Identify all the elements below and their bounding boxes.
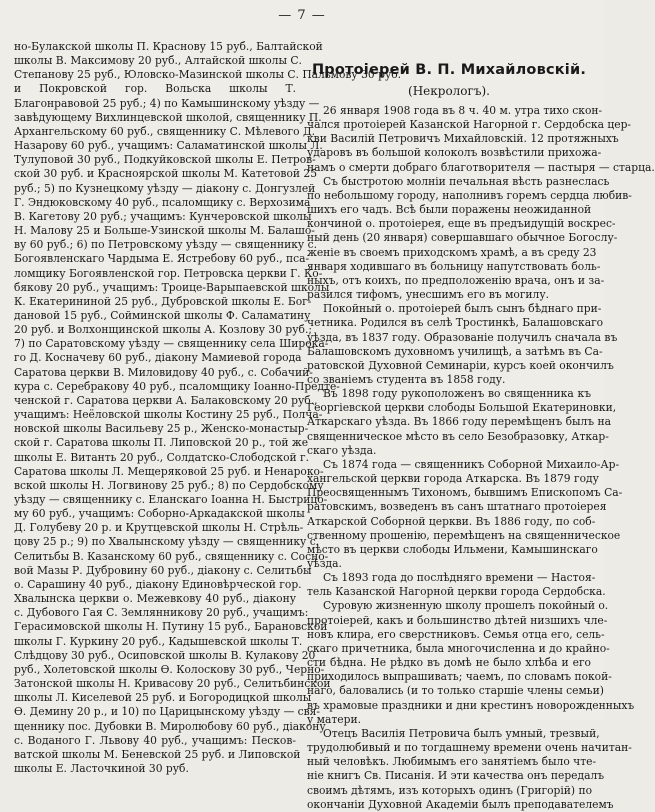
- obituary-line: ный день (20 января) совершавшаго обычное Богослу-: [307, 231, 618, 245]
- obituary-line: чался протоіерей Казанской Нагорной г. Сердобска цер-: [307, 118, 632, 132]
- obituary-line: у матери.: [307, 712, 361, 726]
- obituary-line: ніе книгъ Св. Писанія. И эти качества онъ передалъ: [307, 769, 605, 783]
- obituary-line: протоіерей, какъ и большинство дѣтей низшихъ чле-: [307, 613, 608, 627]
- obituary-line: Съ 1874 года — священникъ Соборной Михаило-Ар-: [323, 457, 620, 471]
- obituary-line: Съ 1893 года до послѣдняго времени — Настоя-: [323, 571, 596, 585]
- obituary-line: хангельской церкви города Аткарска. Въ 1879 году: [307, 472, 599, 486]
- left-column-line: Архангельскому 60 руб., священнику С. Мѣлевого Д.: [14, 124, 316, 138]
- left-column-line: ватской школы М. Беневской 25 руб. и Липовской: [14, 747, 301, 761]
- obituary-line: приходилось выпрашивать; чаемъ, по словамъ покой-: [307, 670, 612, 684]
- obituary-line: скаго уѣзда.: [307, 443, 377, 457]
- left-column-line: Саратова церкви В. Миловидову 40 руб., с. Собачий-: [14, 365, 313, 379]
- left-column-line: о. Сарашину 40 руб., діакону Единовѣрческой гор.: [14, 577, 302, 591]
- left-column-line: с. Воданого Г. Львову 40 руб., учащимъ: Песков-: [14, 733, 296, 747]
- obituary-line: ственному прошенію, перемѣщенъ на священническое: [307, 528, 621, 542]
- left-column-line: кура с. Серебракову 40 руб., псаломщику Іоанно-Предте-: [14, 379, 340, 393]
- obituary-subtitle: (Некрологъ).: [408, 84, 490, 98]
- left-column-line: и Покровской гор. Вольска школы Т.: [14, 82, 296, 96]
- obituary-line: ный человѣкъ. Любимымъ его занятіемъ было чте-: [307, 755, 597, 769]
- left-column-line: вой Мазы Р. Дубровину 60 руб., діакону с. Селитьбы: [14, 563, 312, 577]
- obituary-line: Аткарскаго уѣзда. Въ 1866 году перемѣщенъ былъ на: [307, 415, 611, 429]
- left-column-line: учащимъ: Неёловской школы Костину 25 руб., Полча-: [14, 408, 323, 422]
- left-column-line: Н. Малову 25 и Больше-Узинской школы М. Балашо-: [14, 224, 315, 238]
- obituary-line: Преосвященнымъ Тихономъ, бывшимъ Епископомъ Са-: [307, 486, 623, 500]
- obituary-line: Отецъ Василія Петровича былъ умный, трезвый,: [323, 726, 600, 740]
- obituary-line: по небольшому городу, наполнивъ горемъ сердца любив-: [307, 188, 632, 202]
- left-column-line: руб.; 5) по Кузнецкому уѣзду — діакону с. Донгузлей: [14, 181, 316, 195]
- obituary-line: Покойный о. протоіерей былъ сынъ бѣднаго при-: [323, 302, 602, 316]
- obituary-line: кви Василій Петровичъ Михайловскій. 12 протяжныхъ: [307, 132, 619, 146]
- obituary-line: въ храмовые праздники и дни крестинъ новорожденныхъ: [307, 698, 635, 712]
- obituary-line: наго, баловались (и то только старшіе члены семьи): [307, 684, 604, 698]
- left-column-line: руб., Холетовской школы Ѳ. Колоскову 30 руб., Черно-: [14, 662, 325, 676]
- obituary-line: мѣсто въ церкви слободы Ильмени, Камышинскаго: [307, 542, 598, 556]
- obituary-line: 26 января 1908 года въ 8 ч. 40 м. утра тихо скон-: [323, 104, 603, 117]
- left-column-line: ской г. Саратова школы П. Липовской 20 р., той же: [14, 436, 309, 450]
- obituary-line: своимъ дѣтямъ, изъ которыхъ одинъ (Григорій) по: [307, 783, 593, 797]
- obituary-line: новъ клира, его сверстниковъ. Семья отца его, сель-: [307, 627, 605, 641]
- left-column-line: но-Булакской школы П. Краснову 15 руб., Балтайской: [14, 40, 323, 53]
- left-column-line: Слѣдцову 30 руб., Осиповской школы В. Кулакову 20: [14, 648, 316, 662]
- left-column-line: бякову 20 руб., учащимъ: Троице-Варыпаевской школы: [14, 280, 330, 294]
- left-column-line: Селитьбы В. Казанскому 60 руб., священнику с. Сосно-: [14, 549, 329, 563]
- obituary-line: трудолюбивый и по тогдашнему времени очень начитан-: [307, 741, 632, 755]
- left-column-line: вской школы Н. Логвинову 25 руб.; 8) по Сердобскому: [14, 478, 324, 492]
- obituary-line: намъ о смерти добраго благотворителя — пастыря — старца.: [307, 160, 655, 174]
- left-column-line: школы Г. Куркину 20 руб., Кадышевской школы Т.: [14, 634, 303, 648]
- obituary-line: разился тифомъ, унесшимъ его въ могилу.: [307, 288, 550, 302]
- obituary-line: со званіемъ студента въ 1858 году.: [307, 372, 506, 386]
- left-column-line: завѣдующему Вихлинцевской школой, священнику П.: [14, 110, 322, 124]
- left-column-line: школы Е. Витанть 20 руб., Солдатско-Слободской г.: [14, 450, 310, 464]
- left-column-line: цову 25 р.; 9) по Хвалынскому уѣзду — священнику с.: [14, 535, 320, 549]
- left-column-line: новской школы Васильеву 25 р., Женско-монастыр-: [14, 422, 309, 436]
- obituary-line: Георгіевской церкви слободы Большой Екатериновки,: [307, 401, 617, 415]
- obituary-line: Съ быстротою молніи печальная вѣсть разнеслась: [323, 174, 610, 188]
- obituary-line: Суровую жизненную школу прошелъ покойный о.: [323, 599, 609, 613]
- left-column-line: Назарову 60 руб., учащимъ: Саламатинской школы Л.: [14, 139, 323, 153]
- left-column-line: Хвалынска церкви о. Межевкову 40 руб., діакону: [14, 592, 296, 606]
- obituary-line: Балашовскомъ духовномъ училищѣ, а затѣмъ въ Са-: [307, 344, 603, 358]
- left-column-line: го Д. Косначеву 60 руб., діакону Мамиевой города: [14, 351, 302, 365]
- left-column-line: уѣзду — священнику с. Еланскаго Іоанна Н. Быстрицо-: [14, 493, 328, 506]
- obituary-line: Въ 1898 году рукоположенъ во священника къ: [323, 387, 591, 401]
- obituary-line: ратовскимъ, возведенъ въ санъ штатнаго протоіерея: [307, 500, 607, 514]
- obituary-line: уѣзда, въ 1837 году. Образованіе получилъ сначала въ: [307, 330, 618, 344]
- left-column-line: школы В. Максимову 20 руб., Алтайской школы С.: [14, 54, 302, 68]
- right-column: [307, 104, 655, 811]
- left-column-line: Г. Эндюковскому 40 руб., псаломщику с. Верхозима: [14, 195, 311, 209]
- obituary-line: скаго причетника, была многочисленна и до крайно-: [307, 641, 610, 655]
- left-column-line: Саратова школы Л. Мещеряковой 25 руб. и Ненароко-: [14, 464, 324, 478]
- left-column-line: школы Л. Киселевой 25 руб. и Богородицкой школы: [14, 691, 312, 705]
- left-column-line: ской 30 руб. и Красноярской школы М. Катетовой 25: [14, 167, 318, 181]
- left-column-line: ченской г. Саратова церкви А. Балаковскому 20 руб.,: [14, 393, 318, 407]
- obituary-line: ударовъ въ большой колоколъ возвѣстили прихожа-: [307, 146, 602, 160]
- left-column-line: Д. Голубеву 20 р. и Крутцевской школы Н. Стрѣль-: [14, 521, 304, 535]
- left-column-line: школы Е. Ласточкиной 30 руб.: [14, 761, 189, 775]
- left-column-line: Степанову 25 руб., Юловско-Мазинской школы С. Пальмову 30 руб.: [14, 68, 402, 82]
- obituary-line: священническое мѣсто въ село Безобразовку, Аткар-: [307, 429, 609, 443]
- obituary-line: женіе въ своемъ приходскомъ храмѣ, а въ среду 23: [307, 245, 597, 259]
- left-column-line: щеннику пос. Дубовки В. Миролюбову 60 руб., діакону: [14, 719, 326, 733]
- left-column-line: с. Дубового Гая С. Землянникову 20 руб., учащимъ:: [14, 606, 309, 620]
- obituary-line: тель Казанской Нагорной церкви города Сердобска.: [307, 585, 606, 599]
- left-column-line: 7) по Саратовскому уѣзду — священнику села Широка-: [14, 337, 329, 351]
- left-column-line: Ѳ. Демину 20 р., и 10) по Царицынскому уѣзду — свя-: [14, 705, 321, 719]
- obituary-line: окончаніи Духовной Академіи былъ преподавателемъ: [307, 797, 614, 811]
- obituary-line: сти бѣдна. Не рѣдко въ домѣ не было хлѣба и его: [307, 656, 591, 670]
- obituary-line: Аткарской Соборной церкви. Въ 1886 году, по соб-: [307, 514, 596, 528]
- page-number: — 7 —: [278, 8, 326, 23]
- obituary-line: шихъ его чадъ. Всѣ были поражены неожиданной: [307, 203, 592, 217]
- obituary-line: января ходившаго въ больницу напутствовать боль-: [307, 259, 601, 273]
- left-column-line: Затонской школы Н. Кривасову 20 руб., Селитьбинской: [14, 677, 331, 691]
- obituary-line: ныхъ, отъ коихъ, по предположенію врача, онъ и за-: [307, 273, 605, 287]
- left-column-line: ломщику Богоявленской гор. Петровска церкви Г. Ко-: [14, 266, 323, 280]
- obituary-line: четника. Родился въ селѣ Тростинкѣ, Балашовскаго: [307, 316, 604, 330]
- left-column-line: Богоявленскаго Чардыма Е. Ястребову 60 руб., пса-: [14, 252, 310, 266]
- left-column-line: Герасимовской школы Н. Путину 15 руб., Барановской: [14, 620, 328, 634]
- left-column-line: му 60 руб., учащимъ: Соборно-Аркадакской школы: [14, 507, 305, 521]
- left-column-line: дановой 15 руб., Сойминской школы Ф. Саламатину: [14, 308, 311, 322]
- left-column-line: Благонравовой 25 руб.; 4) по Камышинскому уѣзду —: [14, 96, 320, 110]
- obituary-title: Протоіерей В. П. Михайловскій.: [311, 62, 587, 78]
- left-column-line: 20 руб. и Волхонщинской школы А. Козлову 30 руб.;: [14, 323, 312, 337]
- left-column-line: К. Екатерининой 25 руб., Дубровской школы Е. Бог-: [14, 294, 312, 308]
- obituary-line: уѣзда.: [307, 557, 342, 570]
- left-column-line: В. Кагетову 20 руб.; учащимъ: Кунчеровской школы: [14, 209, 312, 223]
- left-column-line: Тулуповой 30 руб., Подкуйковской школы Е. Петров-: [14, 153, 316, 167]
- left-column-line: ву 60 руб.; 6) по Петровскому уѣзду — священнику с.: [14, 238, 317, 252]
- obituary-line: кончиной о. протоіерея, еще въ предъидущій воскрес-: [307, 217, 616, 231]
- obituary-line: ратовской Духовной Семинаріи, курсъ коей окончилъ: [307, 358, 614, 372]
